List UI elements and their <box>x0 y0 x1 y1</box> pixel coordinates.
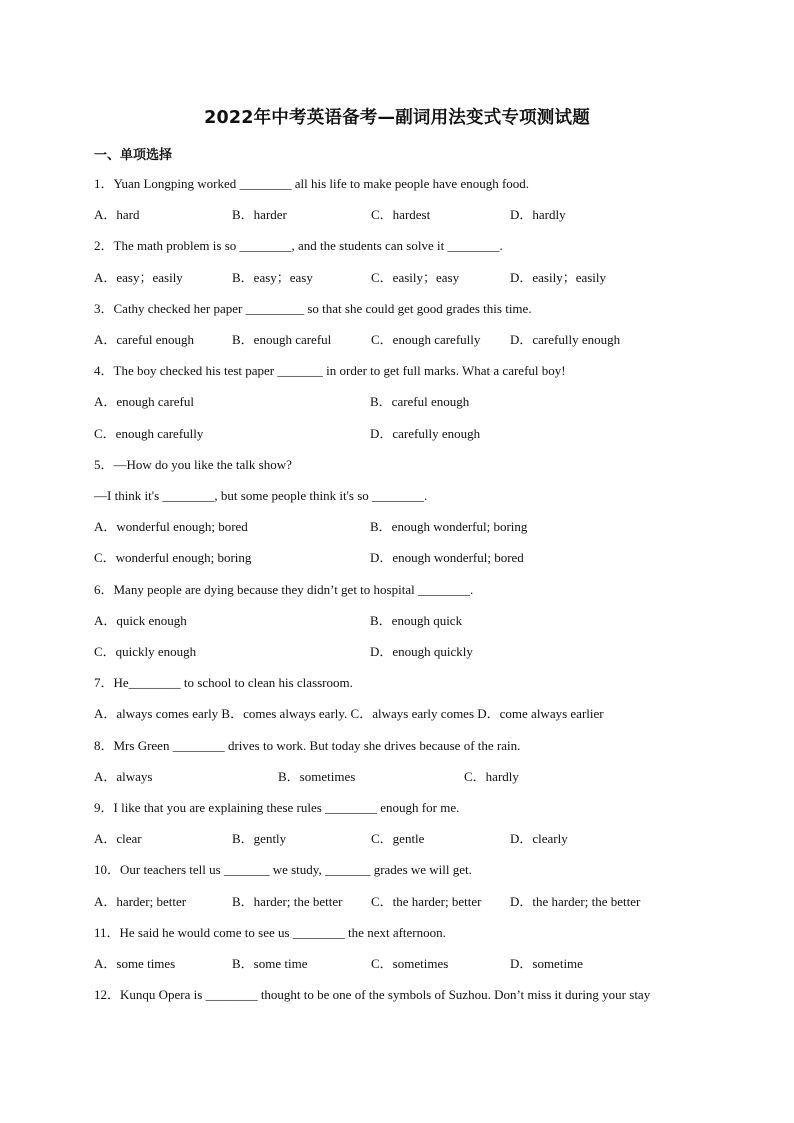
answer-option: C．enough carefully <box>371 332 481 347</box>
question-stem: 7．He________ to school to clean his classroom. <box>94 675 353 690</box>
answer-option: B．easy；easy <box>232 270 313 285</box>
question-stem-continued: —I think it's ________, but some people think it's so ________. <box>94 488 428 503</box>
question-stem: 12．Kunqu Opera is ________ thought to be one of the symbols of Suzhou. Don’t miss it during your stay <box>94 987 651 1002</box>
answer-option: C．easily；easy <box>371 270 460 285</box>
answer-option: D．sometime <box>510 956 583 971</box>
answer-option: C．the harder; better <box>371 894 482 909</box>
answer-option: C．quickly enough <box>94 644 197 659</box>
answer-option: B．enough wonderful; boring <box>370 519 528 534</box>
answer-option: A．hard <box>94 207 140 222</box>
answer-option: A．always <box>94 769 153 784</box>
question-stem: 8．Mrs Green ________ drives to work. But today she drives because of the rain. <box>94 738 521 753</box>
question-stem: 6．Many people are dying because they didn’t get to hospital ________. <box>94 582 474 597</box>
answer-option: D．carefully enough <box>370 426 481 441</box>
answer-option: D．carefully enough <box>510 332 621 347</box>
question-stem: 3．Cathy checked her paper _________ so that she could get good grades this time. <box>94 301 532 316</box>
section-heading: 一、单项选择 <box>94 148 173 163</box>
answer-option: D．easily；easily <box>510 270 607 285</box>
answer-option: A．enough careful <box>94 394 194 409</box>
answer-option: B．enough careful <box>232 332 332 347</box>
answer-option: B．some time <box>232 956 308 971</box>
answer-option: A．harder; better <box>94 894 187 909</box>
answer-option: D．enough wonderful; bored <box>370 550 524 565</box>
answer-option: B．harder; the better <box>232 894 343 909</box>
question-stem: 4．The boy checked his test paper _______ in order to get full marks. What a careful boy! <box>94 363 566 378</box>
answer-option: C．hardest <box>371 207 431 222</box>
answer-option: A．clear <box>94 831 142 846</box>
answer-option: D．the harder; the better <box>510 894 641 909</box>
question-stem: 10．Our teachers tell us _______ we study, _______ grades we will get. <box>94 862 472 877</box>
answer-option: C．enough carefully <box>94 426 204 441</box>
question-stem: 5．—How do you like the talk show? <box>94 457 292 472</box>
question-stem: 2．The math problem is so ________, and the students can solve it ________. <box>94 238 503 253</box>
answer-option: C．gentle <box>371 831 425 846</box>
answer-option: A．careful enough <box>94 332 194 347</box>
answer-option: A．quick enough <box>94 613 187 628</box>
answer-option: A．some times <box>94 956 176 971</box>
question-stem: 11．He said he would come to see us ________ the next afternoon. <box>94 925 446 940</box>
answer-option: B．sometimes <box>278 769 356 784</box>
answer-option: A．easy；easily <box>94 270 183 285</box>
answer-option: B．enough quick <box>370 613 463 628</box>
answer-option: C．sometimes <box>371 956 449 971</box>
answer-option: B．careful enough <box>370 394 470 409</box>
answer-options-line: A．always comes early B．comes always early. C．always early comes D．come always earlier <box>94 706 604 721</box>
answer-option: D．clearly <box>510 831 568 846</box>
question-stem: 9．I like that you are explaining these rules ________ enough for me. <box>94 800 460 815</box>
answer-option: D．hardly <box>510 207 566 222</box>
answer-option: C．hardly <box>464 769 519 784</box>
page-title: 2022年中考英语备考—副词用法变式专项测试题 <box>204 108 590 128</box>
answer-option: A．wonderful enough; bored <box>94 519 248 534</box>
question-stem: 1．Yuan Longping worked ________ all his life to make people have enough food. <box>94 176 530 191</box>
answer-option: D．enough quickly <box>370 644 473 659</box>
answer-option: B．gently <box>232 831 287 846</box>
answer-option: B．harder <box>232 207 287 222</box>
answer-option: C．wonderful enough; boring <box>94 550 252 565</box>
